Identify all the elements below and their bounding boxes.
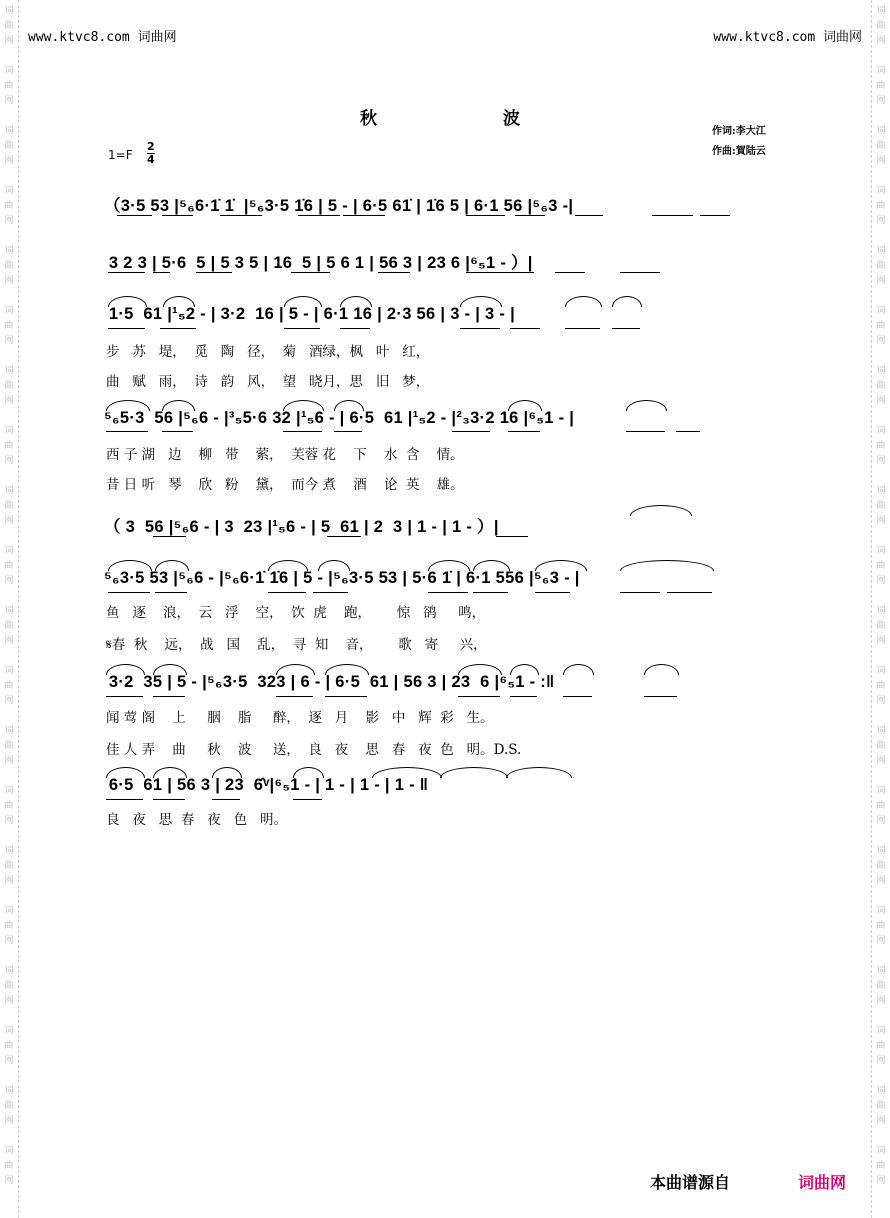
note-beam: [284, 328, 320, 329]
watermark-char: 词: [876, 546, 886, 556]
slur-arc: [106, 400, 150, 411]
watermark-char: 网: [4, 216, 14, 226]
watermark-char: 词: [4, 666, 14, 676]
note-beam: [283, 431, 322, 432]
note-beam: [515, 215, 545, 216]
watermark-char: 网: [4, 36, 14, 46]
slur-arc: [212, 767, 242, 778]
watermark-char: 曲: [4, 861, 14, 871]
watermark-char: 曲: [876, 141, 886, 151]
note-beam: [466, 215, 505, 216]
score-line-6: ⁵₆3·5 53 |⁵₆6 - |⁵₆6·1̇ 1̇6 | 5 - |⁵₆3·5 53 | 5·6 1̇ | 6·1 556 |⁵₆3 - |: [104, 569, 580, 587]
watermark-char: 网: [4, 936, 14, 946]
song-title: 秋 波: [360, 109, 520, 129]
score-line-3: 1·5 61 |¹₅2 - | 3·2 16 | 5 - | 6·1 16 | 2·3 56 | 3 - | 3 - |: [104, 305, 515, 323]
slur-arc: [153, 767, 187, 778]
note-beam: [196, 272, 232, 273]
watermark-char: 词: [876, 726, 886, 736]
watermark-char: 曲: [4, 1041, 14, 1051]
watermark-char: 网: [4, 396, 14, 406]
slur-arc: [108, 296, 147, 307]
watermark-char: 网: [4, 996, 14, 1006]
watermark-char: 曲: [4, 741, 14, 751]
watermark-char: 网: [876, 1176, 886, 1186]
slur-arc: [644, 664, 679, 675]
watermark-char: 词: [876, 366, 886, 376]
watermark-char: 曲: [876, 261, 886, 271]
watermark-char: 词: [4, 1026, 14, 1036]
note-beam: [460, 328, 500, 329]
watermark-char: 网: [876, 636, 886, 646]
watermark-char: 曲: [876, 921, 886, 931]
watermark-char: 曲: [876, 981, 886, 991]
lyric-line-8-verse-1: 良 夜 思 春 夜 色 明。: [106, 812, 287, 828]
note-beam: [153, 272, 170, 273]
slur-arc: [318, 560, 350, 571]
slur-arc: [153, 664, 187, 675]
note-beam: [667, 592, 712, 593]
watermark-char: 网: [876, 756, 886, 766]
note-beam: [343, 215, 385, 216]
watermark-char: 网: [876, 1056, 886, 1066]
watermark-char: 词: [876, 966, 886, 976]
watermark-char: 网: [4, 516, 14, 526]
watermark-char: 词: [4, 1146, 14, 1156]
note-beam: [153, 536, 186, 537]
slur-arc: [334, 400, 364, 411]
footer-brand-link[interactable]: 词曲网: [798, 1173, 847, 1192]
watermark-char: 曲: [876, 21, 886, 31]
note-beam: [510, 696, 537, 697]
note-beam: [293, 799, 322, 800]
watermark-char: 曲: [4, 261, 14, 271]
note-beam: [334, 431, 362, 432]
watermark-char: 曲: [4, 561, 14, 571]
note-beam: [106, 799, 143, 800]
watermark-char: 网: [876, 996, 886, 1006]
score-line-2: 3 2 3 | 5·6 5 | 5 3 5 | 16 5 | 5 6 1 | 56 3 | 23 6 |⁶₅1 - ）|: [104, 254, 533, 272]
watermark-char: 词: [4, 726, 14, 736]
note-beam: [466, 272, 534, 273]
note-beam: [563, 696, 592, 697]
watermark-char: 词: [4, 66, 14, 76]
watermark-char: 词: [876, 666, 886, 676]
watermark-char: 曲: [4, 381, 14, 391]
slur-arc: [106, 664, 145, 675]
lyricist-credit: 作词:李大江: [712, 126, 766, 137]
note-beam: [620, 592, 660, 593]
watermark-char: 词: [876, 1086, 886, 1096]
slur-arc: [458, 664, 502, 675]
watermark-char: 曲: [876, 1041, 886, 1051]
watermark-char: 词: [876, 306, 886, 316]
lyric-line-4-verse-1: 西 子 湖 边 柳 带 萦， 芙蓉 花 下 水 含 情。: [106, 447, 464, 463]
note-beam: [378, 272, 410, 273]
score-line-8: 6·5 61 | 56 3 | 23 6̂ᵛ|⁶₅1 - | 1 - | 1 - | 1 - ‖: [104, 776, 429, 794]
slur-arc: [510, 664, 539, 675]
watermark-char: 网: [4, 756, 14, 766]
slur-arc: [630, 505, 692, 516]
note-beam: [291, 272, 330, 273]
watermark-char: 词: [876, 906, 886, 916]
slur-arc: [620, 560, 714, 571]
watermark-char: 词: [4, 186, 14, 196]
lyric-line-3-verse-2: 曲 赋 雨， 诗 韵 风， 望 晓月，思 旧 梦，: [106, 374, 430, 390]
watermark-char: 网: [876, 816, 886, 826]
lyric-line-7-verse-1: 闻 莺 阁 上 胭 脂 醉， 逐 月 影 中 辉 彩 生。: [106, 710, 494, 726]
note-beam: [325, 696, 367, 697]
note-beam: [340, 328, 370, 329]
watermark-char: 曲: [4, 141, 14, 151]
watermark-char: 词: [876, 126, 886, 136]
note-beam: [496, 536, 528, 537]
note-beam: [700, 215, 730, 216]
watermark-char: 曲: [876, 801, 886, 811]
watermark-char: 词: [876, 786, 886, 796]
note-beam: [298, 215, 340, 216]
watermark-char: 网: [4, 456, 14, 466]
watermark-char: 曲: [876, 201, 886, 211]
watermark-char: 曲: [876, 1101, 886, 1111]
watermark-char: 网: [876, 36, 886, 46]
watermark-char: 词: [4, 906, 14, 916]
watermark-char: 网: [876, 516, 886, 526]
watermark-char: 词: [4, 366, 14, 376]
watermark-char: 网: [876, 156, 886, 166]
note-beam: [106, 696, 143, 697]
watermark-char: 曲: [4, 921, 14, 931]
watermark-char: 曲: [4, 81, 14, 91]
watermark-char: 词: [876, 486, 886, 496]
watermark-char: 网: [4, 576, 14, 586]
note-beam: [313, 592, 348, 593]
watermark-char: 网: [4, 876, 14, 886]
watermark-char: 曲: [876, 561, 886, 571]
watermark-char: 曲: [876, 81, 886, 91]
slur-arc: [163, 296, 195, 307]
watermark-char: 词: [876, 186, 886, 196]
note-beam: [612, 328, 640, 329]
watermark-char: 曲: [4, 1161, 14, 1171]
slur-arc: [108, 560, 152, 571]
watermark-char: 网: [4, 96, 14, 106]
slur-arc: [340, 296, 372, 307]
watermark-char: 曲: [876, 441, 886, 451]
note-beam: [108, 592, 150, 593]
note-beam: [652, 215, 693, 216]
slur-arc: [372, 767, 442, 778]
note-beam: [458, 696, 500, 697]
watermark-char: 曲: [4, 801, 14, 811]
slur-arc: [428, 560, 470, 571]
score-line-1: （3·5 53 |⁵₆6·1̇ 1̇ |⁵₆3·5 1̇6 | 5 - | 6·5 61̇ | 1̇6 5 | 6·1 56 |⁵₆3 -|: [104, 197, 574, 215]
note-beam: [106, 431, 148, 432]
slur-arc: [276, 664, 315, 675]
watermark-char: 网: [876, 696, 886, 706]
note-beam: [510, 328, 540, 329]
slur-arc: [506, 767, 572, 778]
note-beam: [508, 431, 540, 432]
note-beam: [155, 592, 187, 593]
note-beam: [212, 799, 240, 800]
watermark-char: 词: [4, 306, 14, 316]
watermark-char: 曲: [4, 501, 14, 511]
slur-arc: [283, 400, 324, 411]
footer-source-label: 本曲谱源自: [650, 1173, 731, 1192]
slur-arc: [460, 296, 502, 307]
note-beam: [620, 272, 660, 273]
watermark-char: 词: [4, 786, 14, 796]
watermark-char: 词: [4, 606, 14, 616]
watermark-char: 网: [4, 636, 14, 646]
slur-arc: [268, 560, 308, 571]
watermark-char: 网: [876, 876, 886, 886]
watermark-char: 曲: [4, 621, 14, 631]
watermark-char: 曲: [4, 441, 14, 451]
watermark-char: 网: [876, 336, 886, 346]
watermark-char: 曲: [876, 621, 886, 631]
lyric-line-6-verse-2: 𝄋春 秋 远， 战 国 乱， 寻 知 音， 歌 寄 兴，: [106, 637, 487, 653]
note-beam: [117, 215, 152, 216]
lyric-line-6-verse-1: 鱼 逐 浪， 云 浮 空， 饮 虎 跑， 惊 鹆 鸣，: [106, 605, 486, 621]
note-beam: [473, 592, 508, 593]
watermark-char: 词: [4, 1086, 14, 1096]
watermark-char: 曲: [4, 1101, 14, 1111]
note-beam: [626, 431, 665, 432]
note-beam: [160, 328, 196, 329]
key-signature: 1=F: [108, 148, 133, 162]
watermark-char: 词: [876, 66, 886, 76]
score-line-7: 3·2 35 | 5 - |⁵₆3·5 323 | 6 - | 6·5 61 | 56 3 | 23 6 |⁶₅1 - :‖: [104, 673, 555, 691]
time-signature: [147, 141, 155, 166]
watermark-char: 曲: [876, 321, 886, 331]
slur-arc: [155, 560, 189, 571]
watermark-char: 曲: [876, 381, 886, 391]
site-url-right[interactable]: www.ktvc8.com 词曲网: [713, 30, 862, 45]
watermark-char: 词: [876, 606, 886, 616]
slur-arc: [612, 296, 642, 307]
score-line-4: ⁵₆5·3 56 |⁵₆6 - |³₅5·6 32 |¹₅6 - | 6·5 61 |¹₅2 - |²₃3·2 16 |⁶₅1 - |: [104, 409, 575, 427]
slur-arc: [293, 767, 324, 778]
watermark-char: 曲: [876, 681, 886, 691]
note-beam: [276, 696, 313, 697]
watermark-char: 词: [4, 246, 14, 256]
watermark-char: 词: [876, 246, 886, 256]
slur-arc: [473, 560, 510, 571]
lyric-line-3-verse-1: 步 苏 堤， 觅 陶 径， 菊 酒绿，枫 叶 红，: [106, 344, 430, 360]
note-beam: [268, 592, 306, 593]
watermark-char: 网: [4, 816, 14, 826]
slur-arc: [565, 296, 602, 307]
lyric-line-7-verse-2: 佳 人 弄 曲 秋 波 送， 良 夜 思 春 夜 色 明。D.S.: [106, 742, 522, 758]
slur-arc: [325, 664, 369, 675]
meter-top: 2: [147, 140, 155, 153]
watermark-char: 网: [4, 276, 14, 286]
watermark-char: 词: [4, 846, 14, 856]
note-beam: [162, 215, 193, 216]
watermark-char: 网: [876, 396, 886, 406]
slur-arc: [162, 400, 195, 411]
watermark-char: 网: [4, 156, 14, 166]
watermark-char: 曲: [876, 861, 886, 871]
watermark-char: 网: [4, 696, 14, 706]
note-beam: [108, 328, 145, 329]
watermark-char: 词: [4, 426, 14, 436]
note-beam: [220, 215, 262, 216]
watermark-char: 曲: [876, 741, 886, 751]
watermark-char: 曲: [4, 981, 14, 991]
note-beam: [676, 431, 700, 432]
watermark-char: 词: [876, 1146, 886, 1156]
watermark-char: 词: [876, 6, 886, 16]
score-line-5: （ 3 56 |⁵₆6 - | 3 23 |¹₅6 - | 5 61 | 2 3 | 1 - | 1 - ）|: [104, 518, 499, 536]
watermark-char: 网: [876, 1116, 886, 1126]
watermark-char: 网: [876, 936, 886, 946]
note-beam: [565, 328, 600, 329]
watermark-char: 词: [4, 966, 14, 976]
watermark-char: 词: [876, 846, 886, 856]
watermark-char: 网: [4, 1116, 14, 1126]
site-url-left[interactable]: www.ktvc8.com 词曲网: [28, 30, 177, 45]
note-beam: [644, 696, 677, 697]
note-beam: [428, 592, 468, 593]
meter-bottom: 4: [147, 153, 155, 166]
slur-arc: [535, 560, 587, 571]
slur-arc: [106, 767, 145, 778]
watermark-char: 曲: [876, 1161, 886, 1171]
note-beam: [555, 272, 585, 273]
watermark-char: 曲: [4, 321, 14, 331]
watermark-char: 网: [876, 216, 886, 226]
slur-arc: [440, 767, 508, 778]
watermark-char: 网: [4, 1056, 14, 1066]
lyric-line-4-verse-2: 昔 日 听 琴 欣 粉 黛， 而今 煮 酒 论 英 雄。: [106, 477, 464, 493]
watermark-char: 曲: [876, 501, 886, 511]
note-beam: [153, 799, 185, 800]
note-beam: [575, 215, 603, 216]
composer-credit: 作曲:賀陆云: [712, 146, 766, 157]
watermark-char: 网: [876, 96, 886, 106]
watermark-char: 网: [876, 276, 886, 286]
watermark-char: 网: [4, 336, 14, 346]
note-beam: [108, 272, 145, 273]
watermark-char: 网: [876, 456, 886, 466]
note-beam: [153, 696, 185, 697]
note-beam: [452, 431, 490, 432]
note-beam: [535, 592, 570, 593]
watermark-char: 曲: [4, 681, 14, 691]
watermark-char: 词: [876, 426, 886, 436]
watermark-char: 词: [4, 126, 14, 136]
slur-arc: [626, 400, 667, 411]
slur-arc: [563, 664, 594, 675]
slur-arc: [508, 400, 542, 411]
watermark-char: 曲: [4, 201, 14, 211]
watermark-char: 词: [4, 486, 14, 496]
watermark-char: 网: [4, 1176, 14, 1186]
slur-arc: [284, 296, 322, 307]
note-beam: [162, 431, 193, 432]
watermark-char: 词: [4, 6, 14, 16]
note-beam: [327, 536, 361, 537]
watermark-char: 词: [4, 546, 14, 556]
watermark-char: 词: [876, 1026, 886, 1036]
watermark-char: 网: [876, 576, 886, 586]
watermark-char: 曲: [4, 21, 14, 31]
